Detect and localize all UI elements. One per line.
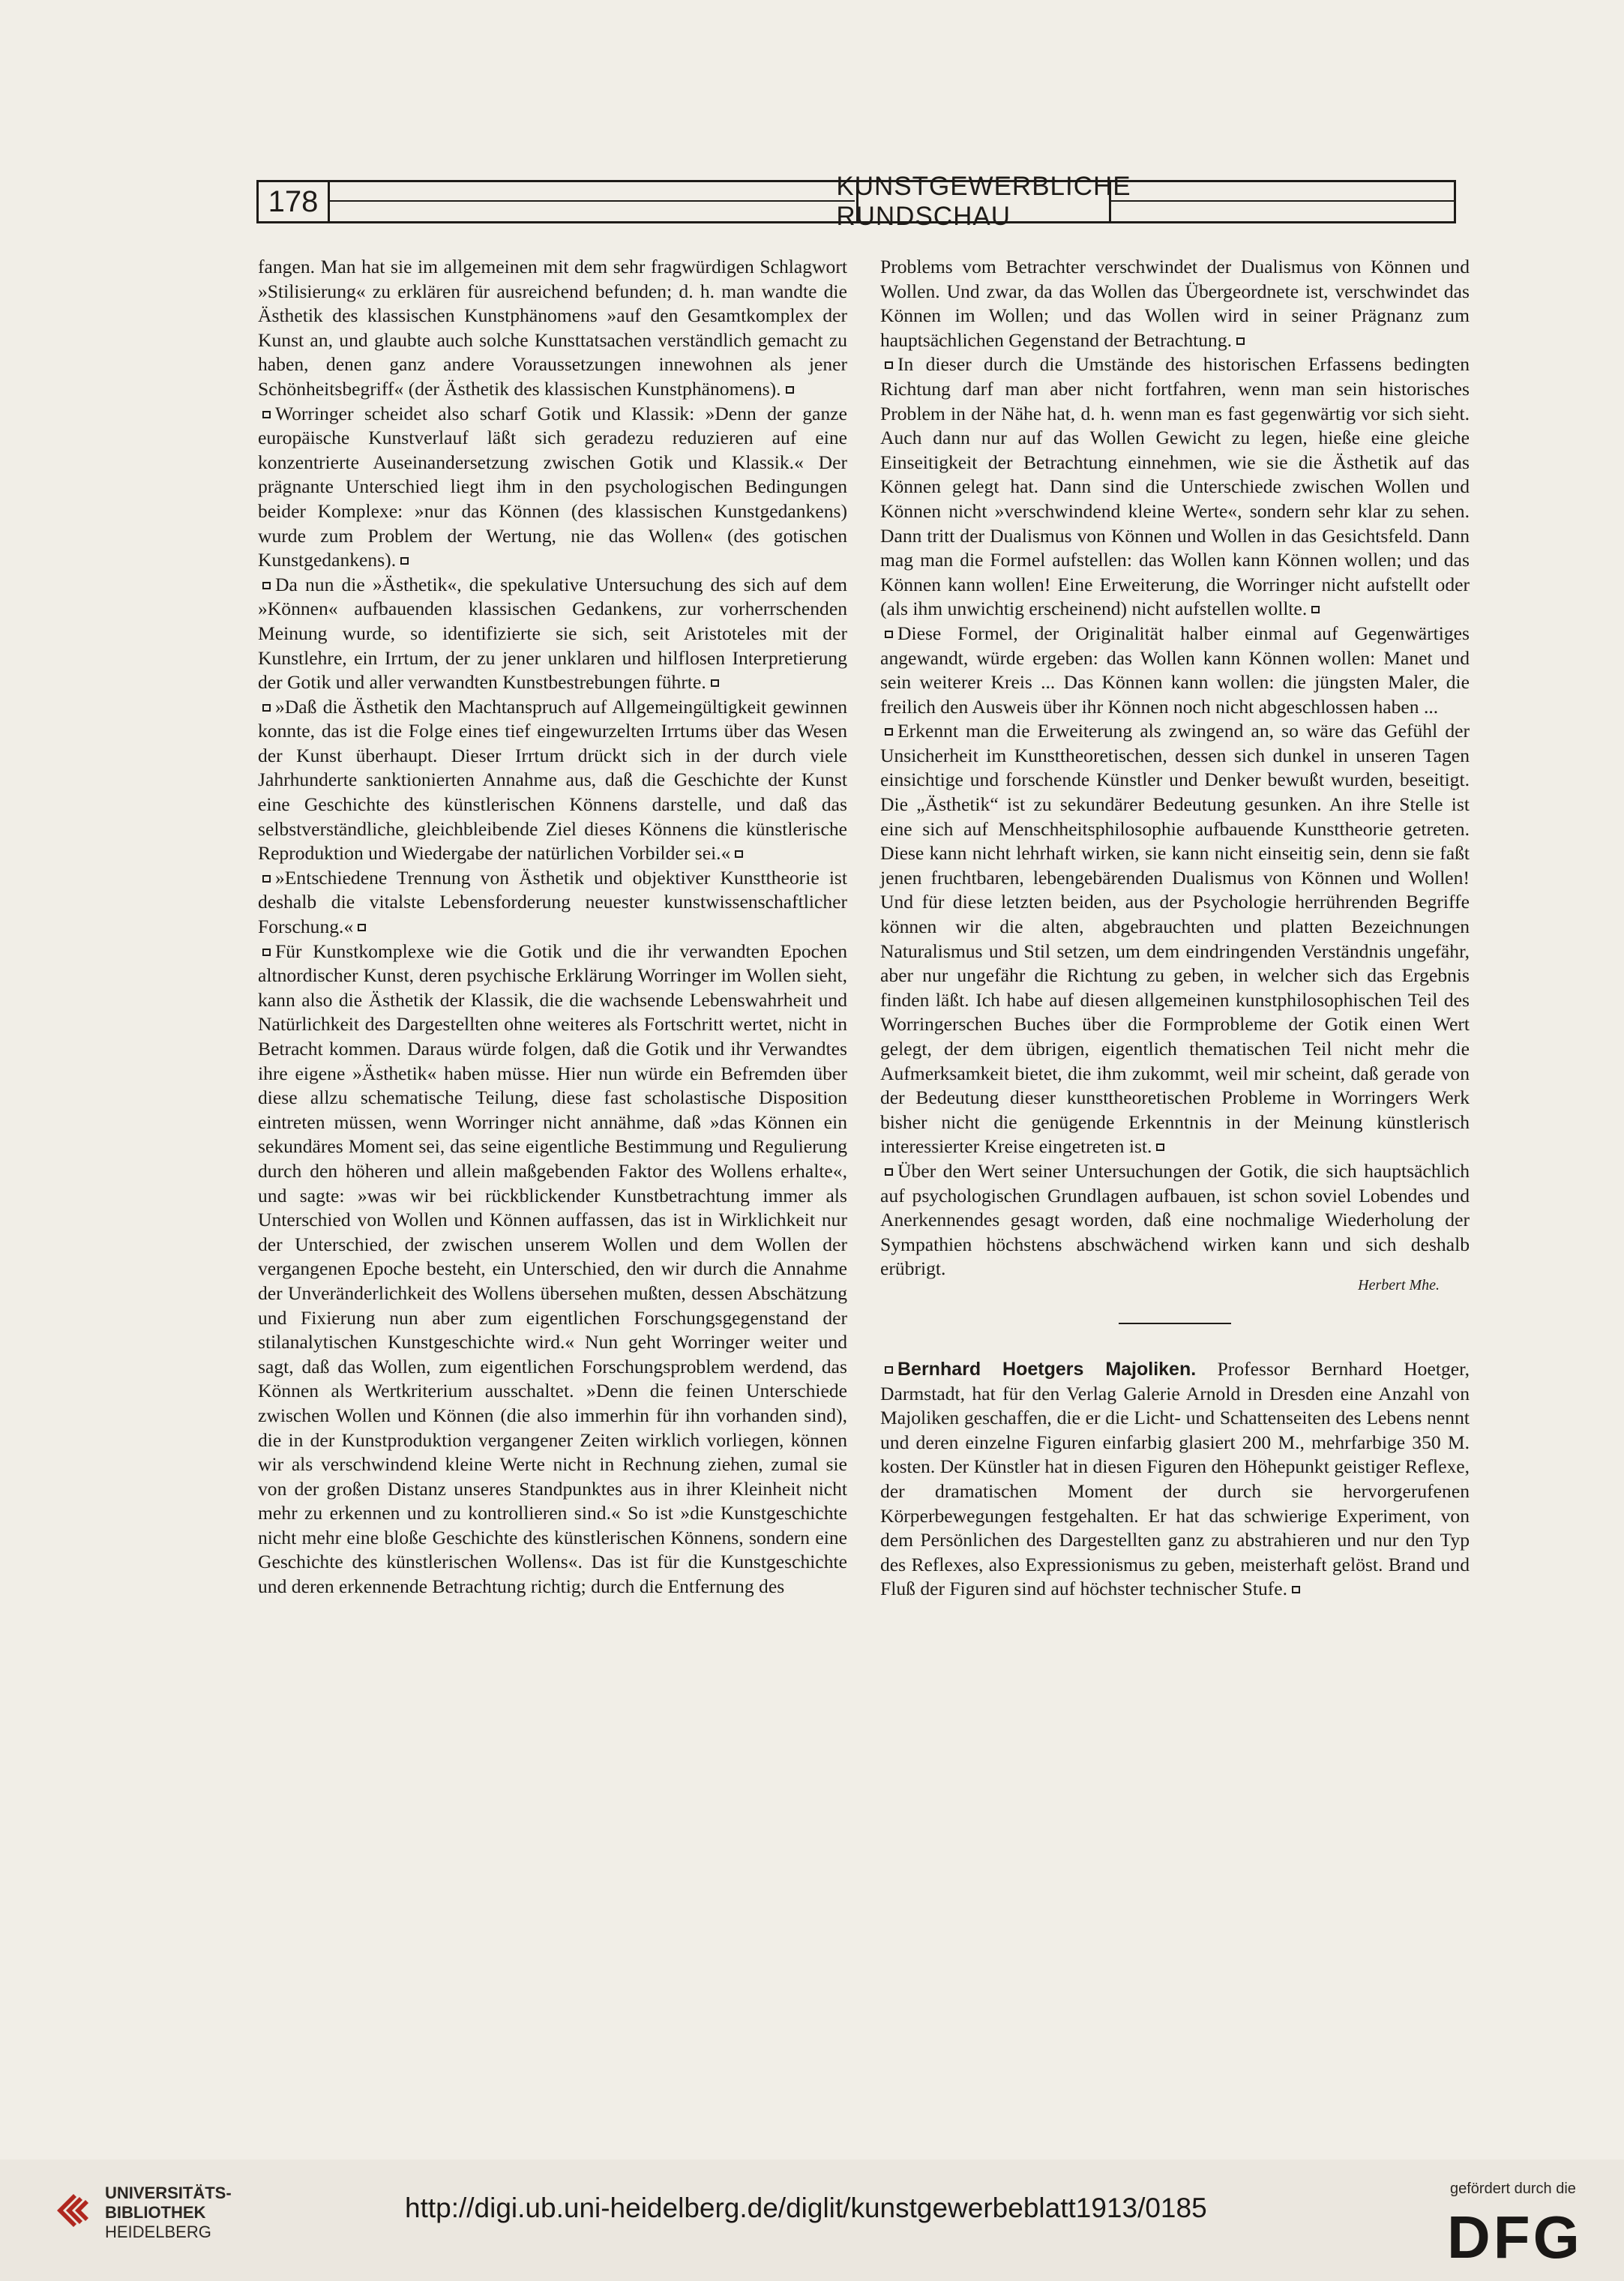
dfg-logo: DFG (1447, 2204, 1583, 2271)
library-line-3: HEIDELBERG (105, 2223, 211, 2241)
paragraph: Über den Wert seiner Untersuchungen der Gotik, die sich hauptsächlich auf psychologischen Grundlagen aufbauen, ist schon soviel Lobendes und Anerkennendes gesagt worden, daß eine nochmalige Wiederholung der Sympathien höchstens abschwächend wirken kann und sich deshalb erübrigt. (880, 1159, 1470, 1280)
running-title: KUNSTGEWERBLICHE RUNDSCHAU (836, 172, 1131, 231)
paragraph-marker-icon (885, 361, 893, 369)
paragraph: Worringer scheidet also scharf Gotik und Klassik: »Denn der ganze europäische Kunstverlauf läßt sich geradezu reduzieren auf eine konzentrierte Auseinandersetzung zwischen Gotik und Klassik.« Der prägnante Unterschied liegt ihm in den psychologischen Bedingungen beider Komplexe: »nur das Können (des klassischen Kunstgedankens) wurde zum Problem der Wertung, nie das Wollen« (des gotischen Kunstgedankens). (258, 402, 847, 571)
right-column (880, 255, 1470, 1602)
paragraph-marker-icon (1292, 1586, 1300, 1593)
library-line-1: UNIVERSITÄTS- (105, 2184, 232, 2202)
funding-label: gefördert durch die (1450, 2181, 1576, 2197)
section-divider (1119, 1323, 1231, 1324)
paragraph-marker-icon (262, 949, 271, 956)
notice-heading: Bernhard Hoetgers Majoliken. (897, 1358, 1197, 1380)
library-name (105, 2184, 232, 2242)
paragraph-marker-icon (885, 631, 893, 638)
header-rule-left (330, 200, 855, 202)
left-column (258, 255, 847, 1599)
paragraph: Da nun die »Ästhetik«, die spekulative Untersuchung des sich auf dem »Können« aufbauenden klassischen Gedankens, zur vorherrschenden Meinung wurde, so identifizierte sie sich, seit Aristoteles mit der Kunstlehre, ein Irrtum, der zu jener unklaren und hilflosen Interpretierung der Gotik und aller verwandten Kunstbestrebungen führte. (258, 573, 847, 694)
paragraph-marker-icon (262, 411, 271, 418)
paragraph: In dieser durch die Umstände des historischen Erfassens bedingten Richtung darf man aber nicht fortfahren, wenn man sein historisches Problem in der Nähe hat, d. h. wenn man es fast gegenwärtig vor sich sieht. Auch dann nur auf das Wollen Gewicht zu legen, hieße eine gleiche Einseitigkeit der Betrachtung einnehmen, wie sie die Ästhetik auf das Können gelegt hat. Dann sind die Unterschiede zwischen Wollen und Können nicht »verschwindend kleine Werte«, sondern sehr klar zu sehen. Dann tritt der Dualismus von Können und Wollen in das Gesichtsfeld. Dann mag man die Formel aufstellen: das Wollen kann Können wollen; und das Können kann wollen! Eine Erweiterung, die Worringer nicht aufstellt oder (als ihm unwichtig erscheinend) nicht aufstellen wollte. (880, 353, 1470, 620)
author-signature: Herbert Mhe. (1358, 1276, 1440, 1293)
paragraph: Diese Formel, der Originalität halber einmal auf Gegenwärtiges angewandt, würde ergeben: das Wollen kann Können wollen: Manet und sein weiterer Kreis ... Das Können kann wollen: die jüngsten Maler, die freilich den Ausweis über ihr Können noch nicht abgeschlossen haben ... (880, 622, 1470, 718)
paragraph-marker-icon (885, 1168, 893, 1176)
paragraph-marker-icon (262, 875, 271, 883)
notice-paragraph (880, 1357, 1470, 1602)
page-header (256, 172, 1456, 231)
page-number: 178 (256, 180, 330, 223)
university-library-logo-icon (54, 2181, 94, 2241)
paragraph-marker-icon (1236, 337, 1245, 345)
paragraph-marker-icon (885, 728, 893, 736)
paragraph-marker-icon (786, 386, 794, 394)
header-rule-right (1111, 200, 1456, 202)
header-end-tick (1454, 180, 1456, 223)
paragraph-marker-icon (711, 679, 719, 687)
paragraph: Erkennt man die Erweiterung als zwingend an, so wäre das Gefühl der Unsicherheit im Kunsttheoretischen, dessen sich dunkel in unseren Tagen einsichtige und forschende Künstler und Denker bewußt wurden, beseitigt. Die „Ästhetik“ ist zu sekundärer Bedeutung gesunken. An ihre Stelle ist eine sich auf Menschheitsphilosophie aufbauende Kunsttheorie getreten. Diese kann nicht lehrhaft wirken, sie kann nicht einseitig sein, denn sie faßt jenen fruchtbaren, lebengebärenden Dualismus von Können und Wollen! Und für diese letzten beiden, aus der Psychologie herrührenden Begriffe können wir die alten, abgebrauchten und platten Bezeichnungen Naturalismus und Stil setzen, um dem eindringenden Verständnis ungefähr, aber nur ungefähr die Richtung zu geben, in welcher sich das Ergebnis finden läßt. Ich habe auf diesen allgemeinen kunstphilosophischen Teil des Worringerschen Buches über die Formprobleme der Gotik einen Wert gelegt, der dem übrigen, eigentlich thematischen Teil nicht mehr die Aufmerksamkeit bietet, die ihm zukommt, weil mir scheint, daß gerade von der Bedeutung dieser kunsttheoretischen Probleme in Worringers Werk bisher nicht die genügende Erkenntnis in der Meinung künstlerisch interessierter Kreise eingetreten ist. (880, 720, 1470, 1158)
permalink-url[interactable]: http://digi.ub.uni-heidelberg.de/diglit/kunstgewerbeblatt1913/0185 (405, 2193, 1207, 2223)
paragraph: fangen. Man hat sie im allgemeinen mit dem sehr fragwürdigen Schlagwort »Stilisierung« zu erklären für ausreichend befunden; d. h. man wandte die Ästhetik des klassischen Kunstphänomens »auf den Gesamtkomplex der Kunst an, und glaubte auch solche Kunsttatsachen verständlich gemacht zu haben, denen ganz andere Voraussetzungen innewohnen als jener Schönheitsbegriff« (der Ästhetik des klassischen Kunstphänomens). (258, 256, 847, 400)
paragraph-marker-icon (358, 924, 366, 931)
notice-body: Professor Bernhard Hoetger, Darmstadt, hat für den Verlag Galerie Arnold in Dresden eine Anzahl von Majoliken geschaffen, die er die Licht- und Schattenseiten des Lebens nennt und deren einzelne Figuren einfarbig glasiert 200 M., mehrfarbige 350 M. kosten. Der Künstler hat in diesen Figuren den Höhepunkt geistiger Reflexe, der dramatischen Moment der durch sie hervorgerufenen Körperbewegungen festgehalten. Er hat das schwierige Experiment, von dem Persönlichen des Dargestellten ganz zu abstrahieren und nur den Typ des Reflexes, also Expressionismus zu geben, meisterhaft gelöst. Brand und Fluß der Figuren sind auf höchster technischer Stufe. (880, 1357, 1470, 1600)
paragraph-marker-icon (262, 704, 271, 712)
paragraph: Für Kunstkomplexe wie die Gotik und die ihr verwandten Epochen altnordischer Kunst, deren psychische Erklärung Worringer im Wollen sieht, kann also die Ästhetik der Klassik, die die wachsende Lebenswahrheit und Natürlichkeit des Dargestellten ohne weiteres als Fortschritt wertet, nicht in Betracht kommen. Daraus würde folgen, daß die Gotik und ihr Verwandtes ihre eigene »Ästhetik« haben müsse. Hier nun würde ein Befremden über diese allzu schematische Teilung, diese fast scholastische Disposition eintreten müssen, wenn Worringer nicht annähme, daß »das Können ein sekundäres Moment sei, das seine eigentliche Bestimmung und Regulierung durch den höheren und allein maßgebenden Faktor des Wollens erhalte«, und sagte: »was wir bei rückblickender Kunstbetrachtung immer als Unterschied von Wollen und Können auffassen, das ist in Wirklichkeit nur der Unterschied, der zwischen unserem Wollen und dem Wollen der vergangenen Epoche besteht, ein Unterschied, den wir durch die Annahme der Unveränderlichkeit des Wollens übersehen mußten, dessen Abschätzung und Fixierung nun aber zum eigentlichen Forschungsgegenstand der stilanalytischen Kunstgeschichte wird.« Nun geht Worringer weiter und sagt, daß das Wollen, zum eigentlichen Forschungsproblem werdend, das Können als Wertkriterium ausschaltet. »Denn die feinen Unterschiede zwischen Wollen und Können (die also immerhin für ihn vorhanden sind), die in der Kunstproduktion vergangener Zeiten wirklich vorliegen, können wir als verschwindend kleine Werte nicht in Rechnung ziehen, zumal sie von der großen Distanz unseres Standpunktes aus in ihrer Kleinheit nicht mehr zu erkennen und zu kontrollieren sind.« So ist »die Kunstgeschichte nicht mehr eine bloße Geschichte des künstlerischen Könnens, sondern eine Geschichte des künstlerischen Wollens«. Das ist für die Kunstgeschichte und deren erkennende Betrachtung richtig; durch die Entfernung des (258, 940, 847, 1598)
paragraph-marker-icon (400, 557, 409, 565)
paragraph: »Daß die Ästhetik den Machtanspruch auf Allgemeingültigkeit gewinnen konnte, das ist die Folge eines tief eingewurzelten Irrtums über das Wesen der Kunst überhaupt. Dieser Irrtum drückt sich in der durch viele Jahrhunderte sanktionierten Annahme aus, daß die Geschichte der Kunst eine Geschichte des künstlerischen Könnens darstelle, und daß das selbstverständliche, gleichbleibende Ziel dieses Könnens die künstlerische Reproduktion und Wiedergabe der natürlichen Vorbilder sei.« (258, 695, 847, 865)
paragraph: »Entschiedene Trennung von Ästhetik und objektiver Kunsttheorie ist deshalb die vitalste Lebensforderung neuester kunstwissenschaftlicher Forschung.« (258, 866, 847, 938)
paragraph-marker-icon (1156, 1143, 1164, 1151)
paragraph-marker-icon (1311, 606, 1320, 613)
paragraph-marker-icon (262, 582, 271, 589)
paragraph-marker-icon (735, 850, 743, 858)
library-line-2: BIBLIOTHEK (105, 2203, 206, 2222)
paragraph-marker-icon (885, 1366, 893, 1374)
paragraph: Problems vom Betrachter verschwindet der Dualismus von Können und Wollen. Und zwar, da das Wollen das Übergeordnete ist, verschwindet das Können im Wollen; und das Wollen wird in seiner Prägnanz zum hauptsächlichen Gegenstand der Betrachtung. (880, 256, 1470, 351)
